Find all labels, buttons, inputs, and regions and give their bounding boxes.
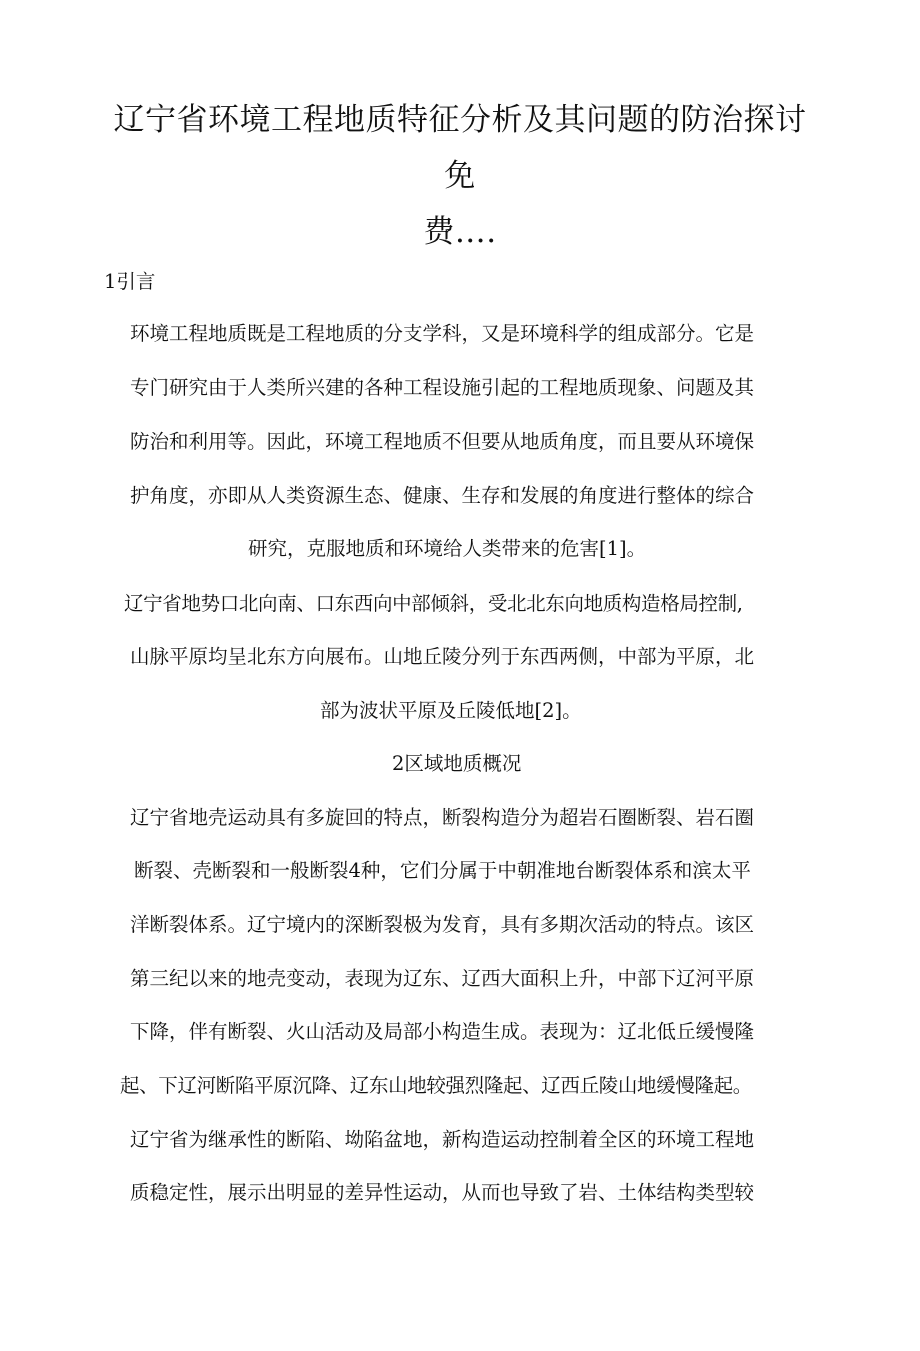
paragraph-line: 山脉平原均呈北东方向展布。山地丘陵分列于东西两侧，中部为平原，北 bbox=[130, 645, 755, 668]
paragraph-line: 第三纪以来的地壳变动，表现为辽东、辽西大面积上升，中部下辽河平原 bbox=[130, 967, 755, 990]
document-title bbox=[100, 92, 820, 260]
section-heading-introduction: 1引言 bbox=[104, 270, 156, 293]
paragraph-line: 研究，克服地质和环境给人类带来的危害[1]。 bbox=[248, 537, 647, 560]
paragraph-line: 护角度，亦即从人类资源生态、健康、生存和发展的角度进行整体的综合 bbox=[130, 484, 755, 507]
paragraph-line: 部为波状平原及丘陵低地[2]。 bbox=[320, 699, 582, 722]
section-heading-regional-geology: 2区域地质概况 bbox=[392, 752, 522, 775]
paragraph-line: 质稳定性，展示出明显的差异性运动，从而也导致了岩、土体结构类型较 bbox=[130, 1181, 755, 1204]
paragraph-line: 辽宁省为继承性的断陷、坳陷盆地，新构造运动控制着全区的环境工程地 bbox=[130, 1128, 755, 1151]
paragraph-line: 下降，伴有断裂、火山活动及局部小构造生成。表现为：辽北低丘缓慢隆 bbox=[130, 1020, 755, 1043]
title-line-2: 费…. bbox=[423, 214, 497, 250]
paragraph-line: 起、下辽河断陷平原沉降、辽东山地较强烈隆起、辽西丘陵山地缓慢隆起。 bbox=[120, 1074, 752, 1097]
paragraph-line: 防治和利用等。因此，环境工程地质不但要从地质角度，而且要从环境保 bbox=[130, 430, 755, 453]
paragraph-line: 辽宁省地壳运动具有多旋回的特点，断裂构造分为超岩石圈断裂、岩石圈 bbox=[130, 806, 755, 829]
paragraph-line: 洋断裂体系。辽宁境内的深断裂极为发育，具有多期次活动的特点。该区 bbox=[130, 913, 755, 936]
title-line-1: 辽宁省环境工程地质特征分析及其问题的防治探讨免 bbox=[113, 102, 807, 194]
paragraph-line: 断裂、壳断裂和一般断裂4种，它们分属于中朝准地台断裂体系和滨太平 bbox=[134, 859, 751, 882]
paragraph-line: 专门研究由于人类所兴建的各种工程设施引起的工程地质现象、问题及其 bbox=[130, 376, 755, 399]
paragraph-line: 辽宁省地势口北向南、口东西向中部倾斜，受北北东向地质构造格局控制, bbox=[124, 592, 743, 615]
paragraph-line: 环境工程地质既是工程地质的分支学科，又是环境科学的组成部分。它是 bbox=[130, 322, 755, 345]
